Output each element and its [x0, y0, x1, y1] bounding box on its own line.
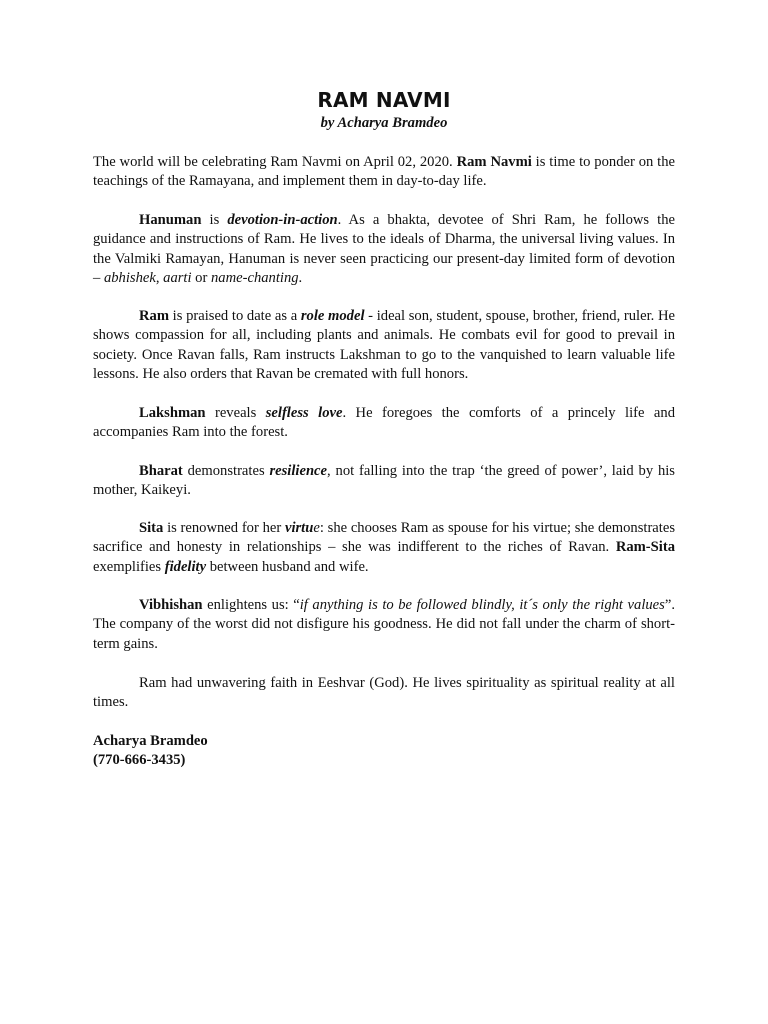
ram-name: Ram: [139, 308, 169, 324]
hanuman-paragraph: [93, 211, 675, 288]
lakshman-paragraph: [93, 404, 675, 443]
hanuman-text-1: is: [201, 212, 228, 228]
intro-text-1: The world will be celebrating Ram Navmi on April 02, 2020.: [93, 154, 457, 170]
hanuman-italic-3: name-chanting: [211, 269, 299, 286]
hanuman-italic-2: aarti: [163, 269, 192, 286]
vibhishan-name: Vibhishan: [139, 597, 203, 613]
ram-paragraph: [93, 307, 675, 384]
bharat-trait: resilience: [269, 463, 328, 479]
sita-text-2: : she chooses Ram as spouse for his virtue; she demonstrates sacrifice and honesty in relationships – she was indifferent to the riches of Ravan.: [93, 520, 676, 556]
vibhishan-paragraph: [93, 596, 675, 654]
lakshman-text-2: . He foregoes the comforts of a princely life and accompanies Ram into the forest.: [93, 405, 676, 441]
signature-phone: (770-666-3435): [93, 752, 186, 769]
sita-name: Sita: [139, 520, 164, 536]
hanuman-trait: devotion-in-action: [227, 212, 338, 228]
ram-text-1: is praised to date as a: [169, 308, 301, 324]
hanuman-text-3: ,: [155, 269, 164, 286]
bharat-text-2: , not falling into the trap ‘the greed of power’, laid by his mother, Kaikeyi.: [93, 463, 675, 499]
sita-trait-end: e: [313, 520, 320, 536]
sita-text-3: exemplifies: [93, 558, 165, 575]
bharat-paragraph: [93, 462, 675, 501]
hanuman-name: Hanuman: [139, 212, 202, 228]
bharat-text-1: demonstrates: [182, 463, 270, 479]
lakshman-trait: selfless love: [265, 405, 343, 421]
intro-text-2: is time to ponder on the teachings of the Ramayana, and implement them in day-to-day life.: [93, 154, 675, 190]
closing-text: Ram had unwavering faith in Eeshvar (God). He lives spirituality as spiritual reality at all times.: [93, 675, 675, 711]
sita-paragraph: [93, 519, 675, 577]
sita-text-4: between husband and wife.: [206, 558, 369, 575]
intro-paragraph: [93, 153, 675, 192]
signature-name: Acharya Bramdeo: [93, 733, 208, 749]
hanuman-text-5: .: [298, 269, 303, 286]
signature-block: [93, 732, 393, 771]
ram-trait: role model: [300, 308, 365, 324]
sita-text-1: is renowned for her: [163, 520, 285, 536]
ram-sita-trait: fidelity: [164, 558, 207, 575]
author-byline: by Acharya Bramdeo: [320, 115, 448, 131]
hanuman-text-4: or: [191, 269, 211, 286]
lakshman-name: Lakshman: [139, 405, 206, 421]
ram-sita-name: Ram-Sita: [615, 539, 675, 556]
vibhishan-text-1: enlightens us: “: [202, 597, 300, 613]
page-title: RAM NAVMI: [317, 88, 451, 112]
sita-trait: virtu: [284, 520, 314, 536]
closing-paragraph: [93, 674, 675, 713]
ram-text-2: - ideal son, student, spouse, brother, friend, ruler. He shows compassion for all, including plants and animals. He combats evil for good to prevail in society. Once Ravan falls, Ram instructs Lakshman to go to the vanquished to learn valuable life lessons. He also orders that Ravan be cremated with full honors.: [93, 308, 675, 382]
hanuman-italic-1: abhishek: [103, 269, 156, 286]
bharat-name: Bharat: [139, 463, 183, 479]
intro-highlight: Ram Navmi: [456, 154, 532, 170]
hanuman-text-2: . As a bhakta, devotee of Shri Ram, he follows the guidance and instructions of Ram. He lives to the ideals of Dharma, the universal living values. In the Valmiki Ramayan, Hanuman is never seen practicing our present-day limited form of devotion –: [93, 212, 676, 286]
vibhishan-text-2: ”. The company of the worst did not disfigure his goodness. He did not fall under the charm of short-term gains.: [93, 597, 675, 652]
lakshman-text-1: reveals: [205, 405, 266, 421]
vibhishan-quote: if anything is to be followed blindly, it´s only the right values: [299, 597, 665, 613]
